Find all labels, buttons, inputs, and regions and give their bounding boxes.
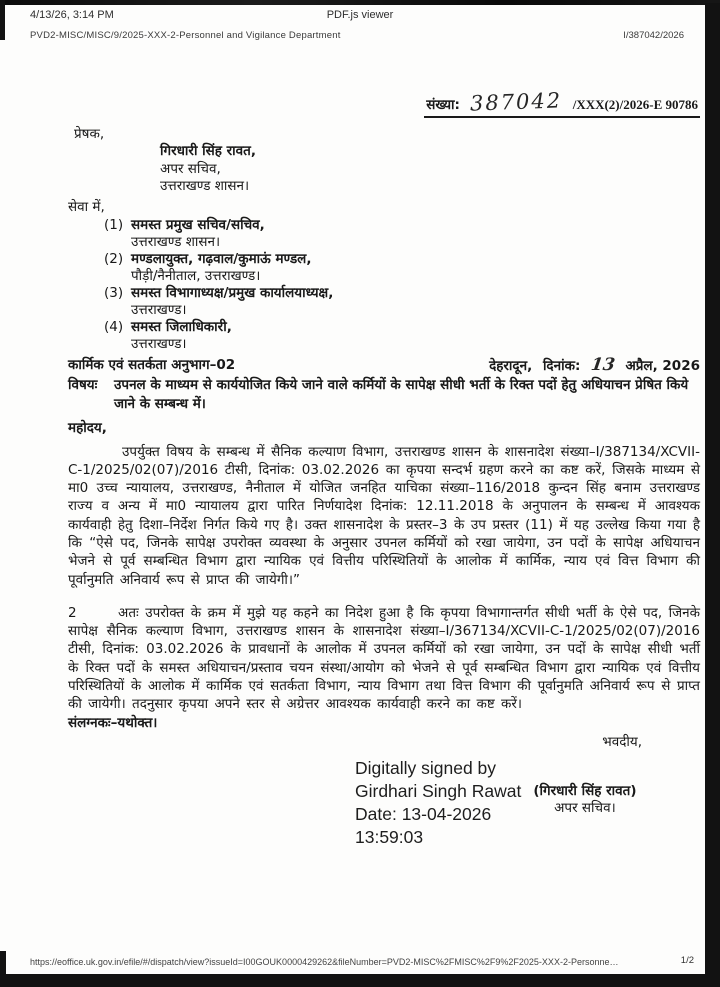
from-label: प्रेषक, [74, 126, 105, 142]
signatory-designation: अपर सचिव। [554, 799, 616, 816]
subject-label: विषयः [68, 376, 98, 393]
sender-org: उत्तराखण्ड शासन। [160, 178, 250, 194]
paragraph-2-number: 2 [68, 604, 77, 621]
document-id: I/387042/2026 [623, 30, 684, 41]
recipient-item [104, 285, 700, 302]
to-label: सेवा में, [68, 198, 105, 215]
date-handwritten: 13 [589, 354, 617, 375]
scan-edge-left-bottom [0, 951, 6, 987]
salutation: महोदय, [68, 419, 107, 436]
place-date [483, 354, 700, 375]
recipient-org: उत्तराखण्ड शासन। [131, 233, 221, 250]
closing: भवदीय, [602, 733, 642, 750]
recipient-number: (4) [104, 318, 124, 335]
paragraph-2-text: अतः उपरोक्त के क्रम में मुझे यह कहने का निदेश हुआ है कि कृपया विभागान्तर्गत सीधी भर्ती के ऐसे पद, जिनके सापेक्ष सैनिक कल्याण विभाग, उत्तराखण्ड शासन के शासनादेश संख्या–I/367134/XCVII-C-1/2025/02(07)/2016 टीसी, दिनांक: 03.02.2026 के प्रावधानों के आलोक में उपनल कर्मियों को रखा जायेगा, उन पदों के सापेक्ष सीधी भर्ती के रिक्त पदों के समस्त अधियाचन/प्रस्ताव चयन संस्था/आयोग को भेजने से पूर्व सम्बन्धित विभाग द्वारा न्यायिक एवं वित्तीय परिस्थितियों के आलोक में कार्मिक एवं सतर्कता विभाग, न्याय विभाग तथा वित्त विभाग की पूर्वानुमति अनिवार्य रूप से प्राप्त की जायेगी। तदनुसार कृपया अपने स्तर से अग्रेत्तर आवश्यक कार्यवाही करने का कष्ट करें। [68, 604, 700, 713]
enclosure-line: संलग्नकः–यथोक्त। [68, 714, 158, 731]
date-suffix: अप्रैल, 2026 [625, 357, 700, 374]
recipients-list [104, 217, 700, 353]
digital-signature-line: 13:59:03 [355, 826, 424, 847]
recipient-name: मण्डलायुक्त, गढ़वाल/कुमाऊं मण्डल, [131, 250, 312, 267]
recipient-number: (1) [104, 216, 124, 233]
number-suffix: /XXX(2)/2026-E 90786 [572, 97, 698, 112]
recipient-item [104, 251, 700, 268]
recipient-number: (3) [104, 284, 124, 301]
subject-text: उपनल के माध्यम से कार्ययोजित किये जाने वाले कर्मियों के सापेक्ष सीधी भर्ती के रिक्त पदों हेतु अधियाचन प्रेषित किये जाने के सम्बन्ध में। [114, 376, 689, 412]
sender-block [160, 143, 700, 196]
recipient-name: समस्त प्रमुख सचिव/सचिव, [131, 216, 265, 233]
subject-row [68, 376, 700, 414]
page-indicator: 1/2 [680, 955, 694, 966]
recipient-org: पौड़ी/नैनीताल, उत्तराखण्ड। [131, 267, 261, 284]
paragraph-1: उपर्युक्त विषय के सम्बन्ध में सैनिक कल्याण विभाग, उत्तराखण्ड शासन के शासनादेश संख्या–I/387134/XCVII-C-1/2025/02(07)/2016 टीसी, दिनांक: 03.02.2026 का कृपया सन्दर्भ ग्रहण करने का कष्ट करें, जिसके माध्यम से मा0 उच्च न्यायालय, उत्तराखण्ड, नैनीताल में योजित जनहित याचिका संख्या–116/2018 कुन्दन सिंह बनाम उत्तराखण्ड राज्य व अन्य में मा0 न्यायालय द्वारा पारित निर्णयादेश दिनांक: 12.11.2018 के अनुपालन के सम्बन्ध में आवश्यक कार्यवाही हेतु दिशा–निर्देश निर्गत किये गए है। उक्त शासनादेश के प्रस्तर–3 के उप प्रस्तर (11) में यह उल्लेख किया गया है कि “ऐसे पद, जिनके सापेक्ष उपरोक्त व्यवस्था के अनुसार उपनल कर्मियों को रखा जायेगा, उन पदों के सापेक्ष अधियाचन भेजने से पूर्व सम्बन्धित विभाग द्वारा न्यायिक एवं वित्तीय परिस्थितियों के आलोक में कार्मिक, न्याय एवं वित्त विभाग की पूर्वानुमति अनिवार्य रूप से प्राप्त की जायेगी।” [68, 443, 700, 588]
letter-number-underline [424, 88, 700, 118]
letter-number-line [68, 88, 700, 118]
recipient-number: (2) [104, 250, 124, 267]
signature-area [355, 757, 700, 849]
paragraph-2 [68, 604, 700, 714]
recipient-item [104, 319, 700, 336]
signatory-block [533, 783, 636, 817]
section-date-row [68, 354, 700, 375]
signatory-name: (गिरधारी सिंह रावत) [533, 782, 637, 799]
digital-signature-line: Date: 13-04-2026 [355, 803, 492, 824]
digital-signature-text [355, 757, 521, 849]
print-datetime: 4/13/26, 3:14 PM [30, 9, 114, 21]
sender-name: गिरधारी सिंह रावत, [160, 143, 256, 159]
digital-signature-line: Digitally signed by [355, 757, 497, 778]
scan-edge-right [705, 3, 720, 987]
place: देहरादून, [489, 357, 533, 374]
section-name: कार्मिक एवं सतर्कता अनुभाग–02 [68, 356, 236, 373]
number-label: संख्या: [426, 97, 460, 113]
file-reference: PVD2-MISC/MISC/9/2025-XXX-2-Personnel and Vigilance Department [30, 30, 341, 41]
recipient-org: उत्तराखण्ड। [131, 301, 187, 318]
sender-designation: अपर सचिव, [160, 160, 221, 177]
viewer-title: PDF.js viewer [326, 9, 394, 21]
footer-url: https://eoffice.uk.gov.in/efile/#/dispatch/view?issueId=I00GOUK0000429262&fileNumber=PVD2-MISC%2FMISC%2F9%2F2025-XXX-2-Personne… [30, 957, 619, 967]
scan-edge-top [0, 0, 720, 5]
recipient-name: समस्त जिलाधिकारी, [131, 318, 232, 335]
date-label: दिनांक: [542, 357, 581, 374]
number-handwritten: 387042 [469, 88, 563, 116]
digital-signature-line: Girdhari Singh Rawat [355, 780, 522, 801]
scan-edge-bottom [0, 974, 720, 987]
recipient-org: उत्तराखण्ड। [131, 335, 187, 352]
recipient-name: समस्त विभागाध्यक्ष/प्रमुख कार्यालयाध्यक्ष, [131, 284, 334, 301]
recipient-item [104, 217, 700, 234]
letter-page [68, 88, 700, 849]
